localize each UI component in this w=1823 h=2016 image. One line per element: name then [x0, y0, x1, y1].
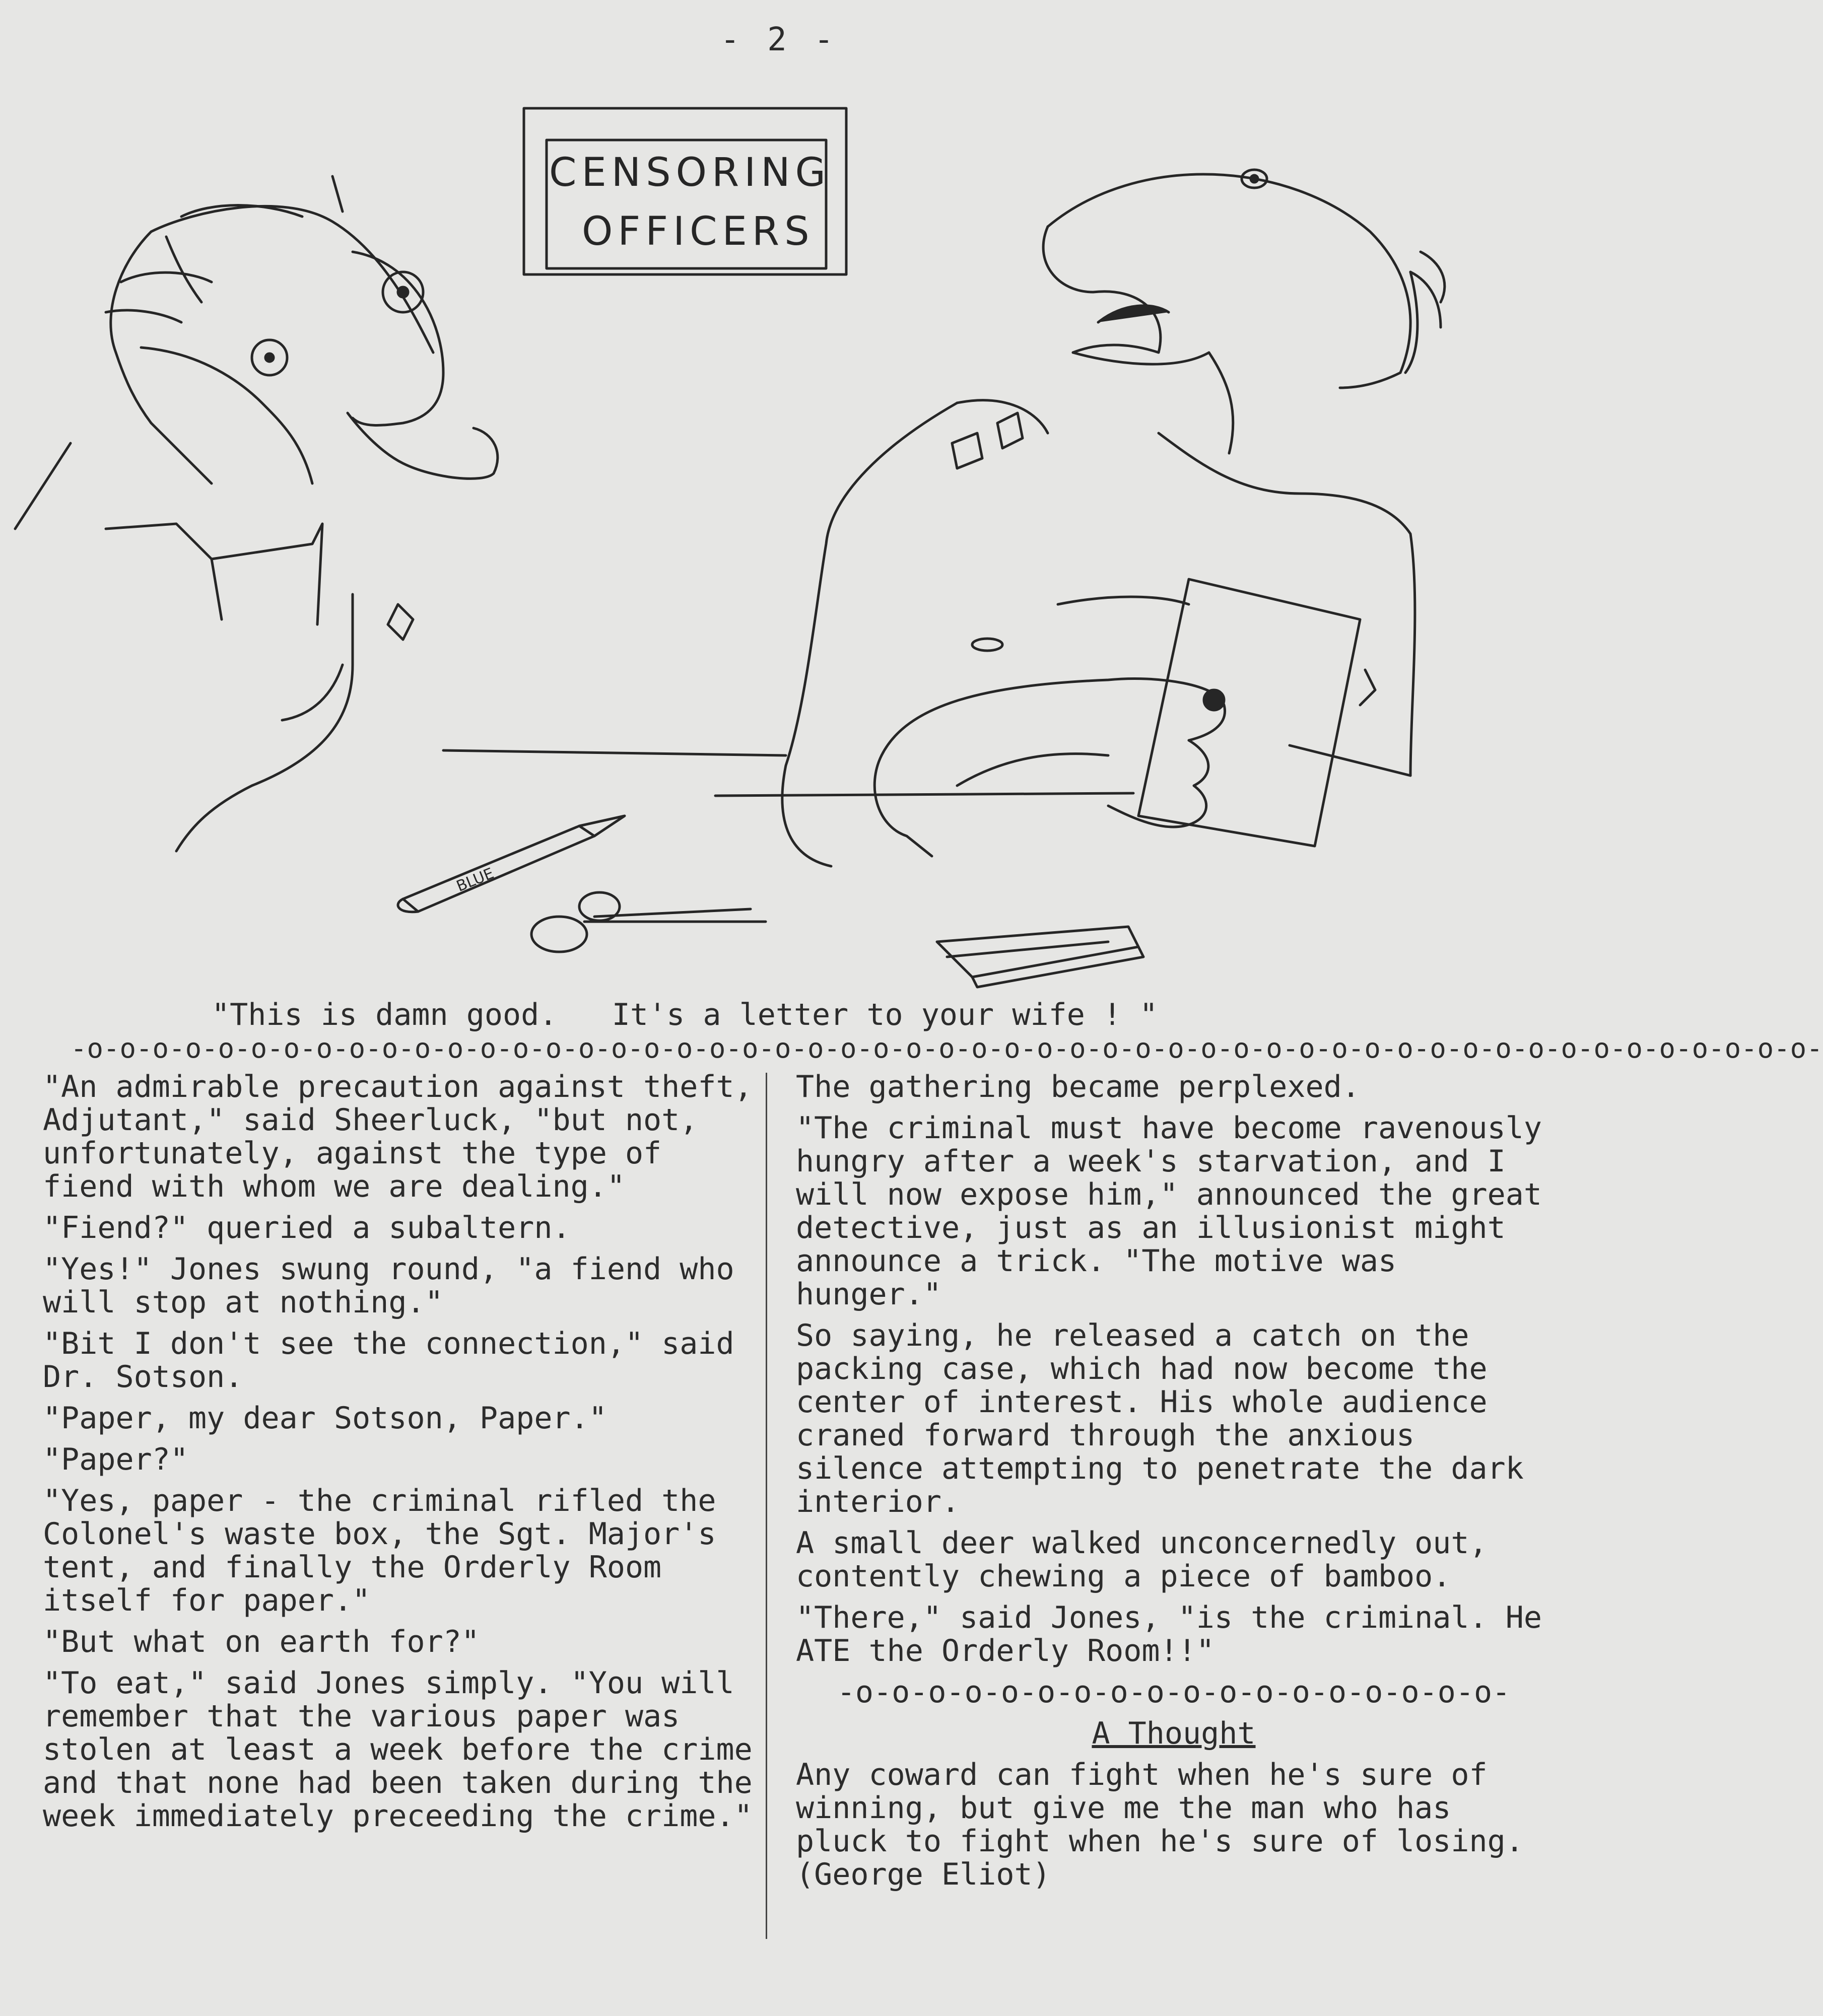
small-separator: -o-o-o-o-o-o-o-o-o-o-o-o-o-o-o-o-o-o- — [837, 1675, 1511, 1710]
column-divider — [766, 1073, 767, 1939]
paragraph: The gathering became perplexed. — [796, 1069, 1360, 1104]
right-column — [796, 1070, 1551, 1899]
paragraph: "Yes!" Jones swung round, "a fiend who will stop at nothing." — [43, 1252, 734, 1320]
page-number: - 2 - — [720, 21, 838, 58]
thought-heading: A Thought — [1092, 1716, 1256, 1751]
paragraph: "Fiend?" queried a subaltern. — [43, 1210, 571, 1245]
sign-line-1: CENSORING — [549, 150, 831, 195]
paragraph: "To eat," said Jones simply. "You will remember that the various paper was stolen at least a week before the crime and that none had been taken during the week immediately preceeding the crime." — [43, 1665, 753, 1834]
paragraph: "But what on earth for?" — [43, 1624, 480, 1659]
paragraph: "Bit I don't see the connection," said Dr. Sotson. — [43, 1326, 734, 1395]
paragraph: A small deer walked unconcernedly out, contently chewing a piece of bamboo. — [796, 1525, 1488, 1594]
paragraph: "Yes, paper - the criminal rifled the Colonel's waste box, the Sgt. Major's tent, and finally the Orderly Room itself for paper." — [43, 1483, 716, 1618]
left-column — [43, 1070, 763, 1841]
left-figure-drawing — [15, 176, 786, 851]
thought-text: Any coward can fight when he's sure of winning, but give me the man who has pluck to fight when he's sure of losing. (George Eliot) — [796, 1757, 1524, 1892]
paragraph: "The criminal must have become ravenously hungry after a week's starvation, and I will now expose him," announced the great detective, just as an illusionist might announce a trick. "The motive was hunger." — [796, 1110, 1542, 1312]
paragraph: "An admirable precaution against theft, Adjutant," said Sheerluck, "but not, unfortunately, against the type of fiend with whom we are dealing." — [43, 1069, 753, 1204]
pencil-label: BLUE — [454, 864, 497, 896]
sign-line-2: OFFICERS — [582, 209, 815, 254]
paragraph: "There," said Jones, "is the criminal. He ATE the Orderly Room!!" — [796, 1600, 1542, 1669]
cartoon-caption: "This is damn good. It's a letter to your wife ! " — [212, 997, 1158, 1032]
desk-items-drawing — [398, 816, 1143, 987]
paragraph: So saying, he released a catch on the packing case, which had now become the center of interest. His whole audience craned forward through the anxious silence attempting to penetrate the dark interior. — [796, 1318, 1524, 1519]
paragraph: "Paper, my dear Sotson, Paper." — [43, 1401, 607, 1436]
section-separator: -o-o-o-o-o-o-o-o-o-o-o-o-o-o-o-o-o-o-o-o-o-o-o-o-o-o-o-o-o-o-o-o-o-o-o-o-o-o-o-o-o-o-o-o-o-o-o-o-o-o-o-o-o- — [71, 1032, 1823, 1064]
paragraph: "Paper?" — [43, 1442, 188, 1477]
